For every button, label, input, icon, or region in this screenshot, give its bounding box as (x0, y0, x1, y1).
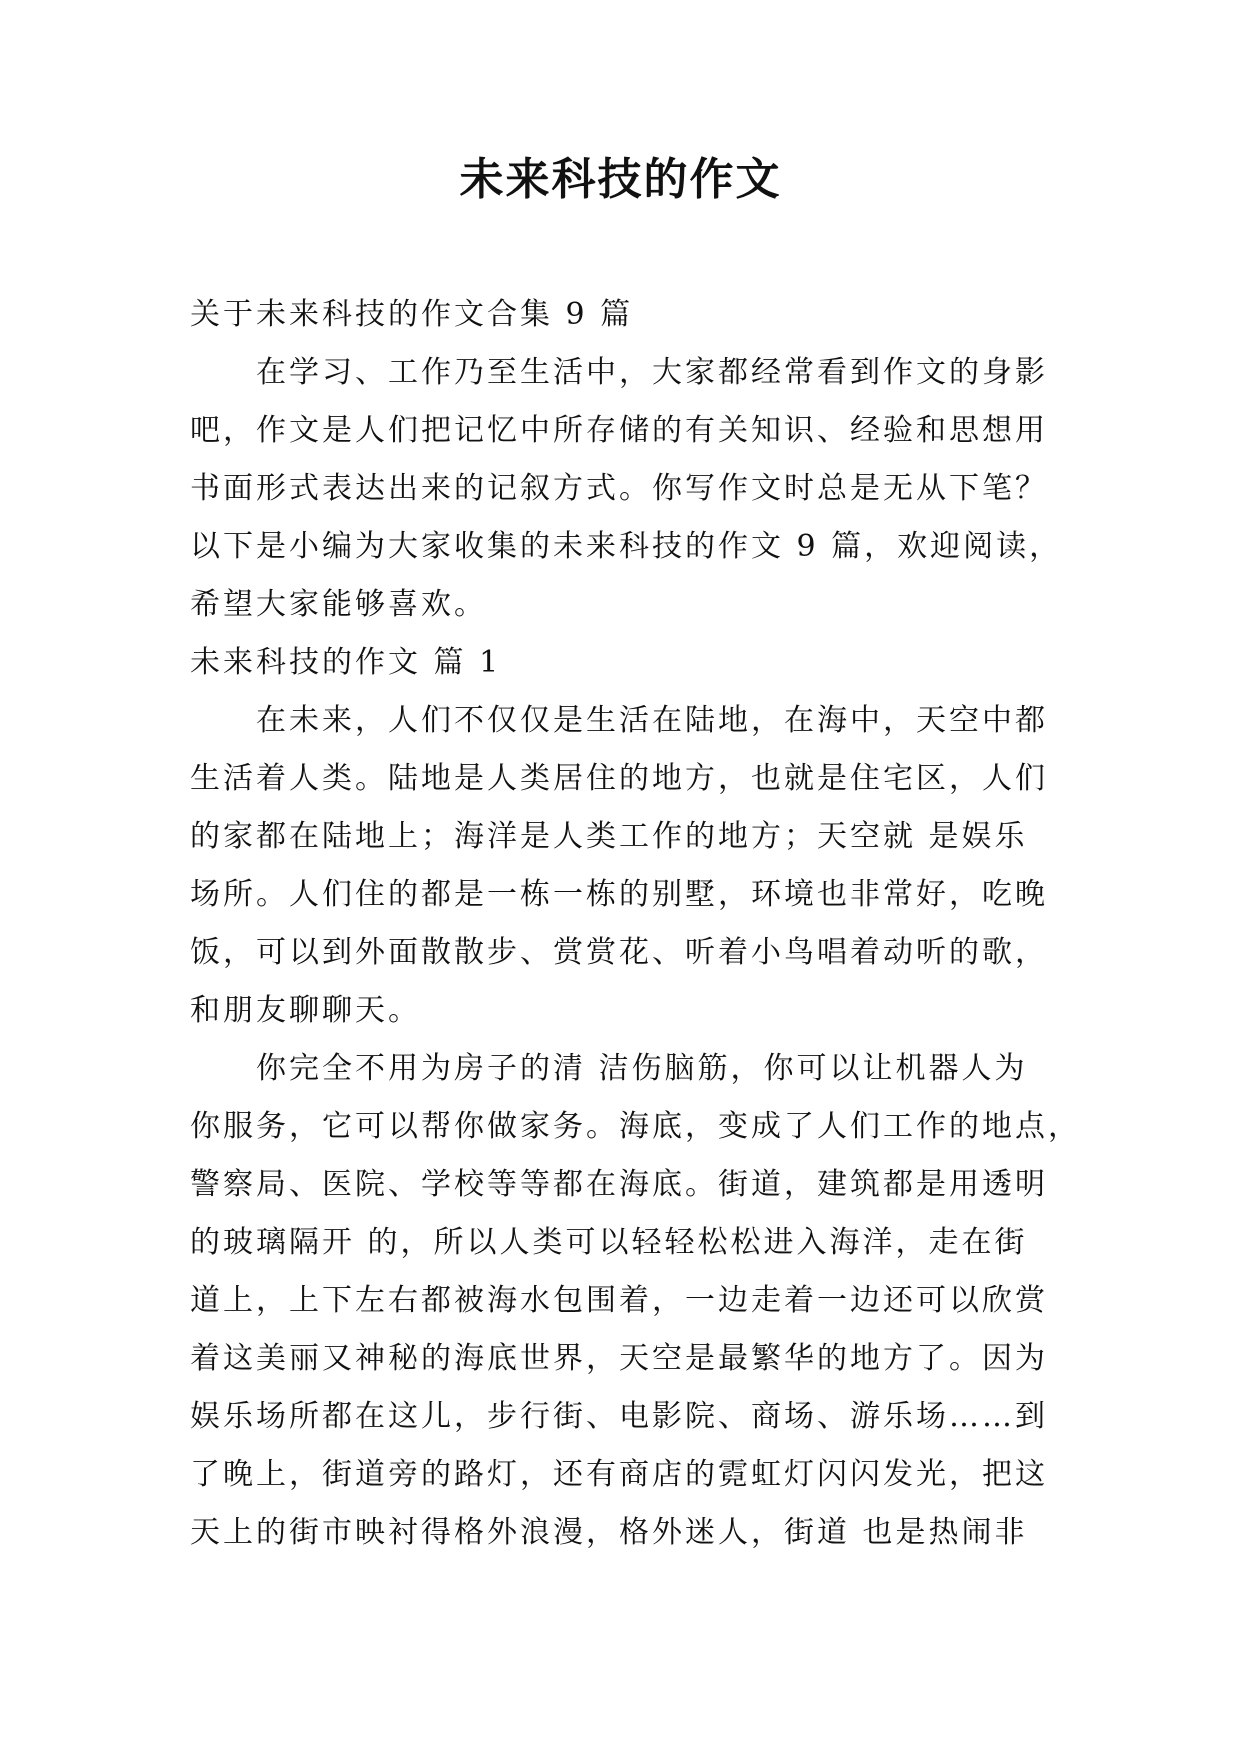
text-line: 道上，上下左右都被海水包围着，一边走着一边还可以欣赏 (190, 1283, 1048, 1318)
text-line: 你完全不用为房子的清 洁伤脑筋，你可以让机器人为 (256, 1051, 1028, 1086)
text-line: 的家都在陆地上；海洋是人类工作的地方；天空就 是娱乐 (190, 819, 1028, 854)
text-line: 在未来，人们不仅仅是生活在陆地，在海中，天空中都 (256, 703, 1048, 738)
text-line: 在学习、工作乃至生活中，大家都经常看到作文的身影 (256, 355, 1048, 390)
document-body (190, 286, 1081, 1562)
text-line: 你服务，它可以帮你做家务。海底，变成了人们工作的地点， (190, 1109, 1081, 1144)
text-line: 和朋友聊聊天。 (190, 993, 421, 1028)
text-line: 着这美丽又神秘的海底世界，天空是最繁华的地方了。因为 (190, 1341, 1048, 1376)
text-line: 未来科技的作文 篇 1 (190, 645, 502, 680)
text-line: 饭，可以到外面散散步、赏赏花、听着小鸟唱着动听的歌， (190, 935, 1048, 970)
text-line: 吧，作文是人们把记忆中所存储的有关知识、经验和思想用 (190, 413, 1048, 448)
text-line: 以下是小编为大家收集的未来科技的作文 9 篇，欢迎阅读， (190, 529, 1063, 564)
text-line: 希望大家能够喜欢。 (190, 587, 487, 622)
text-line: 警察局、医院、学校等等都在海底。街道，建筑都是用透明 (190, 1167, 1048, 1202)
text-line: 娱乐场所都在这儿，步行街、电影院、商场、游乐场……到 (190, 1399, 1048, 1434)
text-line: 生活着人类。陆地是人类居住的地方，也就是住宅区，人们 (190, 761, 1048, 796)
text-line: 关于未来科技的作文合集 9 篇 (190, 297, 634, 332)
text-line: 书面形式表达出来的记叙方式。你写作文时总是无从下笔？ (190, 471, 1048, 506)
document-title: 未来科技的作文 (459, 154, 782, 205)
text-line: 场所。人们住的都是一栋一栋的别墅，环境也非常好，吃晚 (190, 877, 1048, 912)
text-line: 的玻璃隔开 的，所以人类可以轻轻松松进入海洋，走在街 (190, 1225, 1028, 1260)
text-line: 天上的街市映衬得格外浪漫，格外迷人，街道 也是热闹非 (190, 1515, 1028, 1550)
text-line: 了晚上，街道旁的路灯，还有商店的霓虹灯闪闪发光，把这 (190, 1457, 1048, 1492)
